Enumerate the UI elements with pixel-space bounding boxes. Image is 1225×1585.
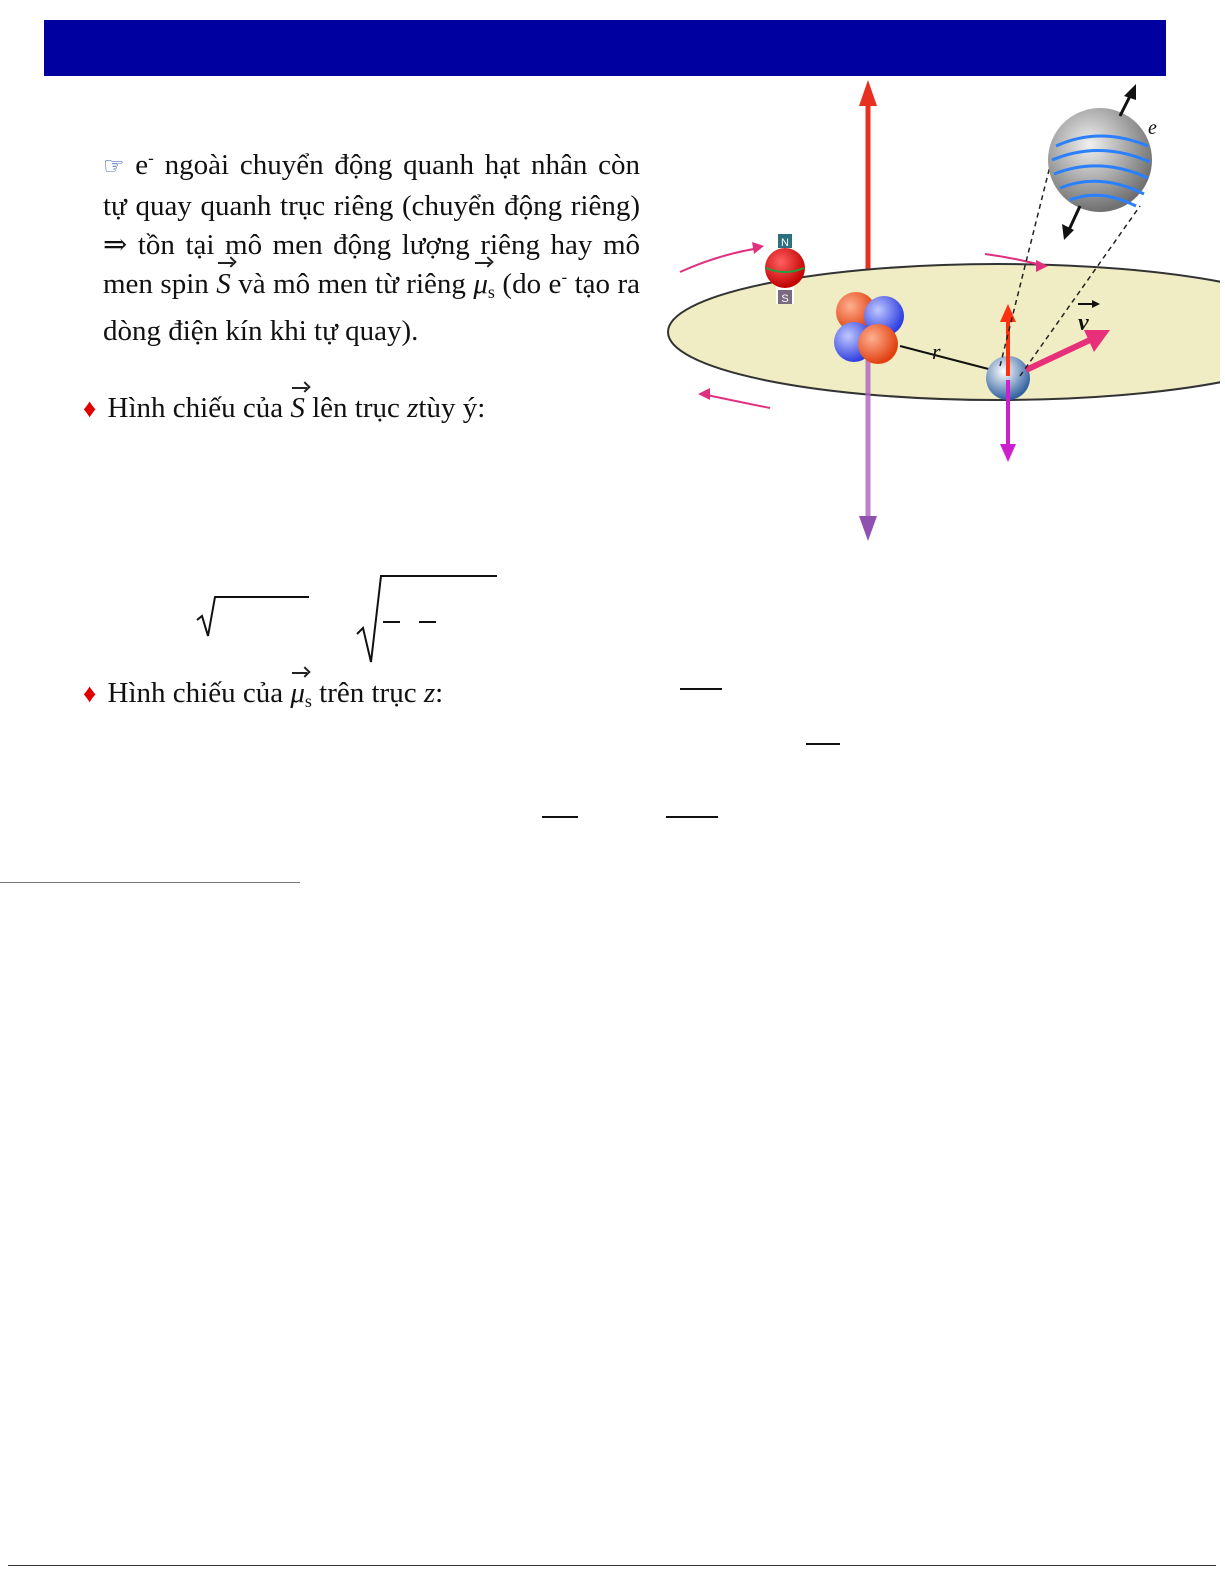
spin-vector-symbol-2: S bbox=[290, 392, 305, 424]
magnet-north-label: N bbox=[781, 237, 789, 249]
magnetic-moment-sub: s bbox=[487, 282, 495, 302]
magnetic-moment-symbol-2: μ bbox=[290, 677, 305, 709]
radius-label: r bbox=[932, 339, 941, 364]
paragraph-text-3: và mô men từ riêng bbox=[238, 268, 466, 300]
bullet2-text-2: trên trục bbox=[319, 677, 417, 709]
electron-symbol: e bbox=[135, 149, 149, 181]
fraction-bar bbox=[806, 743, 840, 745]
paragraph-text-1: ngoài chuyển động quanh hạt nhân còn tự quay quanh trục riêng (chuyển động riêng) bbox=[103, 149, 641, 222]
electron-charge: - bbox=[148, 148, 154, 168]
bullet2-colon: : bbox=[435, 677, 444, 709]
spin-vector-symbol: S bbox=[216, 265, 231, 304]
magnet-south-label: S bbox=[781, 293, 789, 305]
implies-symbol: ⇒ bbox=[103, 229, 128, 261]
bullet1-text-2: lên trục bbox=[312, 392, 400, 424]
paragraph-text-4: (do e bbox=[502, 268, 562, 300]
orbit-ellipse bbox=[668, 264, 1220, 400]
diamond-bullet-icon-2: ♦ bbox=[83, 679, 97, 708]
electron-label: e bbox=[1148, 117, 1157, 139]
orbit-arrow-1 bbox=[680, 248, 760, 272]
bullet2-text: Hình chiếu của bbox=[107, 677, 284, 709]
sqrt-symbol-1 bbox=[195, 592, 315, 638]
velocity-label: v bbox=[1078, 310, 1089, 336]
electron-charge-2: - bbox=[561, 267, 568, 287]
page-bottom-line bbox=[8, 1565, 1216, 1566]
diamond-bullet-icon: ♦ bbox=[83, 394, 97, 423]
bullet1-text-3: tùy ý: bbox=[418, 392, 486, 424]
proton-2 bbox=[858, 324, 898, 364]
axis-z: z bbox=[407, 392, 419, 424]
fraction-bar bbox=[542, 816, 578, 818]
sqrt-symbol-2 bbox=[355, 572, 500, 664]
fraction-bar bbox=[666, 816, 718, 818]
pointing-hand-icon: ☞ bbox=[103, 154, 125, 180]
magnetic-moment-sub-2: s bbox=[304, 691, 312, 711]
bullet1-text: Hình chiếu của bbox=[107, 392, 284, 424]
bullet-moment-projection bbox=[83, 675, 443, 719]
paragraph-text-2: tồn tại mô men động lượng riêng hay mô men spin bbox=[103, 229, 641, 300]
intro-paragraph bbox=[103, 146, 640, 351]
magnetic-moment-symbol: μ bbox=[473, 265, 488, 304]
magnet-sphere bbox=[765, 248, 805, 288]
axis-up-arrowhead bbox=[859, 80, 877, 106]
footer-divider bbox=[0, 882, 300, 883]
bullet-spin-projection bbox=[83, 390, 485, 427]
axis-z-2: z bbox=[423, 677, 436, 709]
fraction-bar bbox=[680, 688, 722, 690]
header-banner bbox=[44, 20, 1166, 76]
orbit-arrow-3 bbox=[702, 394, 770, 408]
axis-down-arrowhead bbox=[859, 516, 877, 541]
paragraph-text-5: tạo ra dòng điện kín khi tự quay). bbox=[103, 268, 641, 347]
atom-spin-figure bbox=[660, 76, 1220, 546]
